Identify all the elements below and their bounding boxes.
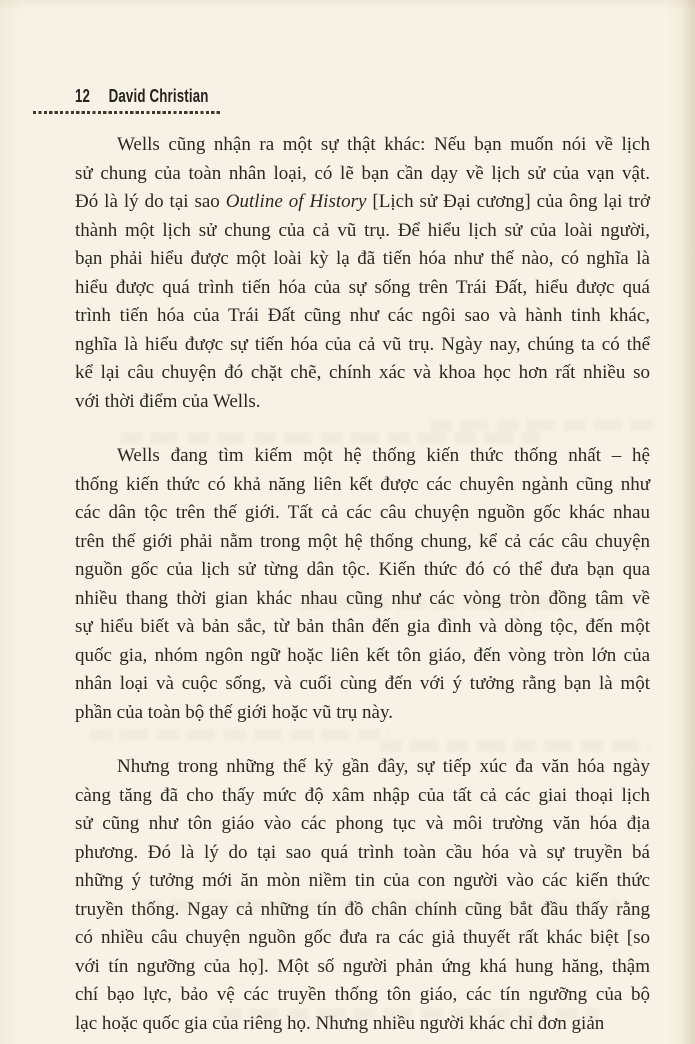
text-line: lạc hoặc quốc gia của riêng họ. Nhưng nhiều người khác chỉ đơn giản xyxy=(75,1012,605,1034)
body-text xyxy=(75,131,650,1038)
text-line: chí bạo lực, bảo vệ các truyền thống tôn giáo, các tín ngưỡng của bộ xyxy=(75,984,650,1005)
text-line: nghĩa là hiểu được sự tiến hóa của cả vũ trụ. Ngày nay, chúng ta có thể xyxy=(75,333,650,355)
text-line: nguồn gốc của lịch sử từng dân tộc. Kiến thức đó có thể đưa bạn qua xyxy=(75,559,650,580)
text-line: sử cũng như tôn giáo vào các phong tục và môi trường văn hóa địa xyxy=(75,813,650,834)
text-line: với thời điểm của Wells. xyxy=(75,390,261,412)
text-line: kể lại câu chuyện đó chặt chẽ, chính xác và khoa học hơn rất nhiều so xyxy=(75,362,650,383)
text-line: trình tiến hóa của Trái Đất cũng như các ngôi sao và hành tinh khác, xyxy=(75,305,650,326)
text-line: bạn phải hiểu được một loài kỳ lạ đã tiến hóa như thế nào, có nghĩa là xyxy=(75,248,650,269)
text-line: những ý tưởng mới ăn mòn niềm tin của con người vào các kiến thức xyxy=(75,870,650,891)
text-line: nhân loại và cuộc sống, và cuối cùng đến với ý tưởng rằng bạn là một xyxy=(75,673,650,694)
paragraph xyxy=(75,131,650,416)
text-line: thống kiến thức có khả năng liên kết được các chuyên ngành cũng như xyxy=(75,473,650,495)
text-line: sử chung của toàn nhân loại, có lẽ bạn cần dạy về lịch sử của vạn vật. xyxy=(75,162,650,184)
text-line: sự hiểu biết và bản sắc, từ bản thân đến gia đình và dòng tộc, đến một xyxy=(75,616,650,637)
text-line: với tín ngưỡng của họ]. Một số người phản ứng khá hung hăng, thậm xyxy=(75,955,650,977)
text-line: phần của toàn bộ thế giới hoặc vũ trụ này. xyxy=(75,701,393,723)
page-edge-shadow xyxy=(0,0,695,10)
text-line: truyền thống. Ngay cả những tín đồ chân chính cũng bắt đầu thấy rằng xyxy=(75,898,650,920)
text-line: hiểu được quá trình tiến hóa của sự sống trên Trái Đất, hiểu được quá xyxy=(75,276,650,298)
header-dashed-rule xyxy=(33,111,222,114)
text-line: Nhưng trong những thế kỷ gần đây, sự tiếp xúc đa văn hóa ngày xyxy=(117,756,650,777)
text-line: các dân tộc trên thế giới. Tất cả các câu chuyện nguồn gốc khác nhau xyxy=(75,502,650,523)
running-header xyxy=(75,86,209,107)
text-line: càng tăng đã cho thấy mức độ xâm nhập của tất cả các giai thoại lịch xyxy=(75,784,650,806)
paragraph xyxy=(75,442,650,727)
text-line: thành một lịch sử chung của cả vũ trụ. Để hiểu lịch sử của loài người, xyxy=(75,219,650,241)
page-number: 12 xyxy=(75,86,91,106)
text-line: nhiều thang thời gian khác nhau cũng như các vòng tròn đồng tâm về xyxy=(75,587,650,609)
page-edge-shadow xyxy=(681,0,695,1044)
text-line: Đó là lý do tại sao Outline of History [Lịch sử Đại cương] của ông lại trở xyxy=(75,191,651,212)
text-line: có nhiều câu chuyện nguồn gốc đưa ra các giả thuyết rất khác biệt [so xyxy=(75,927,650,948)
running-title: David Christian xyxy=(108,86,209,106)
text-line: Wells cũng nhận ra một sự thật khác: Nếu bạn muốn nói về lịch xyxy=(117,134,650,155)
paragraph xyxy=(75,753,650,1038)
text-line: quốc gia, nhóm ngôn ngữ hoặc liên kết tôn giáo, đến vòng tròn lớn của xyxy=(75,644,650,666)
text-line: Wells đang tìm kiếm một hệ thống kiến thức thống nhất – hệ xyxy=(117,445,650,466)
text-line: trên thế giới phải nằm trong một hệ thống chung, kể cả các câu chuyện xyxy=(75,530,650,552)
text-line: phương. Đó là lý do tại sao quá trình toàn cầu hóa và sự truyền bá xyxy=(75,841,650,863)
